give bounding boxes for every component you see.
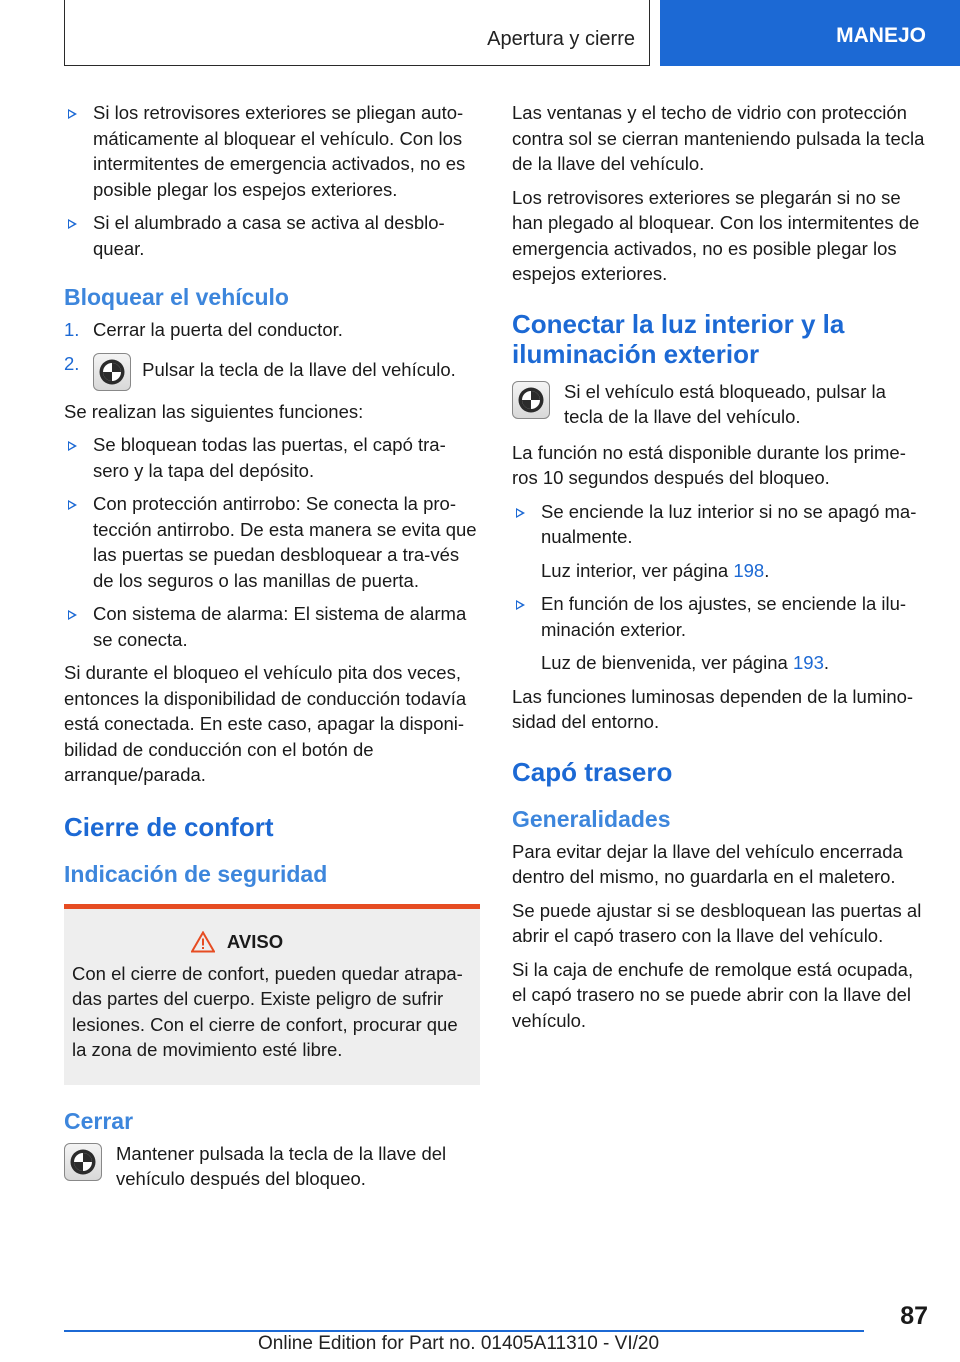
key-lock-button-icon — [93, 353, 131, 391]
page-number: 87 — [900, 1302, 928, 1330]
step-text: Cerrar la puerta del conductor. — [93, 319, 343, 340]
lights-instruction — [512, 379, 928, 430]
step-item — [64, 317, 480, 343]
lock-note: Si durante el bloqueo el vehículo pita dos veces, entonces la disponibilidad de conducción todavía está conectada. En este caso, apagar la disponi-bilidad de conducción con el botón de arranque/parada. — [64, 662, 467, 785]
list-item: Con sistema de alarma: El sistema de alarma se conecta. — [64, 601, 480, 652]
lights-icon-text: Si el vehículo está bloqueado, pulsar la tecla de la llave del vehículo. — [564, 380, 886, 427]
list-item: En función de los ajustes, se enciende la ilu-minación exterior. — [512, 591, 928, 642]
list-item: Si los retrovisores exteriores se pliegan auto-máticamente al bloquear el vehículo. Con los intermitentes de emergencia activados, no es posible plegar los espejos exteriores. — [64, 100, 480, 202]
step-text: Pulsar la tecla de la llave del vehículo. — [142, 359, 456, 381]
mirrors-fold-text: Los retrovisores exteriores se plegarán si no se han plegado al bloquear. Con los intermitentes de emergencia activados, no es posible plegar los espejos exteriores. — [512, 186, 920, 284]
step-number: 2. — [64, 352, 80, 374]
step-number: 1. — [64, 319, 80, 340]
warning-title: AVISO — [226, 930, 284, 952]
lights-end-text: Las funciones luminosas dependen de la lumino-sidad del entorno. — [512, 685, 914, 732]
header-section-title: Apertura y cierre — [487, 28, 635, 50]
close-text: Mantener pulsada la tecla de la llave del vehículo después del bloqueo. — [116, 1142, 447, 1189]
ref-welcome-light — [512, 650, 928, 676]
header-chapter-tab[interactable]: MANEJO — [660, 0, 960, 66]
header-section-box — [64, 0, 650, 66]
key-lock-button-icon — [512, 381, 550, 419]
warning-text: Con el cierre de confort, pueden quedar atrapa-das partes del cuerpo. Existe peligro de sufrir lesiones. Con el cierre de confort, procurar que la zona de movimiento esté libre. — [72, 962, 463, 1060]
functions-intro: Se realizan las siguientes funciones: — [64, 400, 364, 422]
footer-edition: Online Edition for Part no. 01405A11310 - VI/20 — [258, 1333, 660, 1354]
heading-safety-note: Indicación de seguridad — [64, 860, 328, 887]
tailgate-text-2: Se puede ajustar si se desbloquean las puertas al abrir el capó trasero con la llave del vehículo. — [512, 899, 922, 946]
list-item: Con protección antirrobo: Se conecta la pro-tección antirrobo. De esta manera se evita que las puertas se puedan desbloquear a tra-vés de los seguros o las manillas de puerta. — [64, 491, 480, 593]
ref-suffix: . — [764, 559, 770, 581]
ref-prefix: Luz de bienvenida, ver página — [541, 652, 793, 673]
page-link-193[interactable]: 193 — [793, 652, 824, 673]
warning-triangle-icon — [191, 931, 215, 953]
ref-suffix: . — [823, 652, 830, 673]
lights-list — [512, 591, 928, 642]
mirror-bullet-list — [64, 100, 480, 261]
left-column — [64, 100, 480, 1202]
heading-lock-vehicle: Bloquear el vehículo — [64, 284, 289, 310]
ref-interior-light — [512, 558, 928, 584]
close-instruction — [64, 1141, 480, 1192]
heading-lights: Conectar la luz interior y la iluminación exterior — [512, 308, 845, 369]
heading-close: Cerrar — [64, 1107, 134, 1134]
heading-comfort-close: Cierre de confort — [64, 811, 274, 842]
windows-close-text: Las ventanas y el techo de vidrio con protección contra sol se cierran manteniendo pulsada la tecla de la llave del vehículo. — [512, 102, 925, 174]
lights-list — [512, 499, 928, 550]
key-lock-button-icon — [64, 1143, 102, 1181]
tailgate-text-1: Para evitar dejar la llave del vehículo encerrada dentro del mismo, no guardarla en el maletero. — [512, 840, 903, 887]
page-link-198[interactable]: 198 — [733, 559, 765, 581]
heading-tailgate: Capó trasero — [512, 756, 673, 787]
list-item: Se enciende la luz interior si no se apagó ma-nualmente. — [512, 499, 928, 550]
ref-prefix: Luz interior, ver página — [541, 559, 734, 581]
lights-availability: La función no está disponible durante los prime-ros 10 segundos después del bloqueo. — [512, 441, 906, 488]
functions-list — [64, 432, 480, 652]
heading-general: Generalidades — [512, 805, 671, 832]
list-item: Se bloquean todas las puertas, el capó tra-sero y la tapa del depósito. — [64, 432, 480, 483]
footer-divider — [64, 1330, 864, 1332]
warning-box — [64, 904, 480, 1085]
lock-steps — [64, 317, 480, 391]
step-item — [64, 351, 480, 391]
right-column — [512, 100, 928, 1041]
list-item: Si el alumbrado a casa se activa al desblo-quear. — [64, 210, 480, 261]
tailgate-text-3: Si la caja de enchufe de remolque está ocupada, el capó trasero no se puede abrir con la llave del vehículo. — [512, 958, 914, 1031]
warning-header — [72, 931, 472, 953]
